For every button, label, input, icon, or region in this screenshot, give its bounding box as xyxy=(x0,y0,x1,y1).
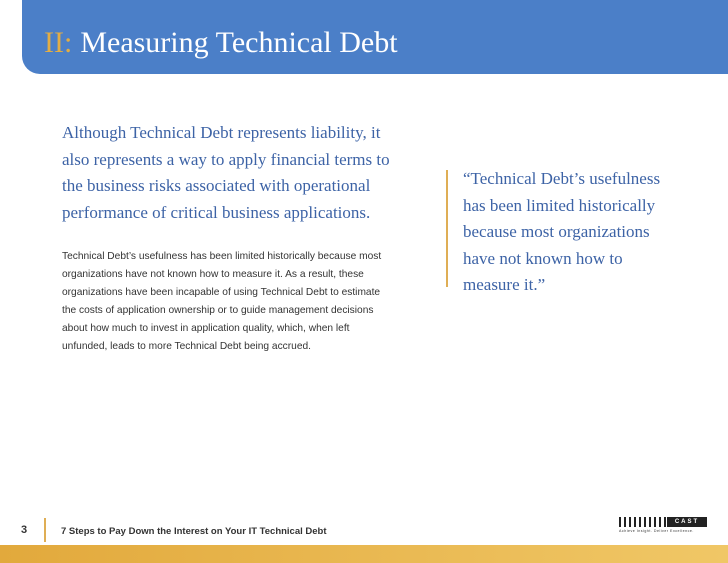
cast-logo xyxy=(619,517,709,539)
section-number: II: xyxy=(44,26,73,59)
pull-quote: “Technical Debt’s usefulness has been limited historically because most organizations have not known how to measure it.” xyxy=(463,169,661,294)
body-paragraph: Technical Debt’s usefulness has been limited historically because most organizations have not known how to measure it. As a result, these organizations have been incapable of using Technical Debt to estimate the costs of application ownership or to guide management decisions about how much to invest in application quality, which, when left unfunded, leads to more Technical Debt being accrued. xyxy=(62,251,382,352)
logo-tagline: Achieve Insight. Deliver Excellence. xyxy=(619,529,694,533)
logo-bars-icon xyxy=(619,517,667,527)
section-title: Measuring Technical Debt xyxy=(80,26,398,59)
lead-paragraph: Although Technical Debt represents liability, it also represents a way to apply financial terms to the business risks associated with operational performance of critical business applications. xyxy=(62,123,390,222)
section-heading xyxy=(44,26,398,60)
footer-rule xyxy=(44,518,46,542)
logo-text: CAST xyxy=(674,519,700,525)
pull-quote-rule xyxy=(446,170,448,287)
footer-band xyxy=(0,545,728,563)
footer-document-title: 7 Steps to Pay Down the Interest on Your IT Technical Debt xyxy=(61,526,327,537)
page-number: 3 xyxy=(21,524,28,536)
